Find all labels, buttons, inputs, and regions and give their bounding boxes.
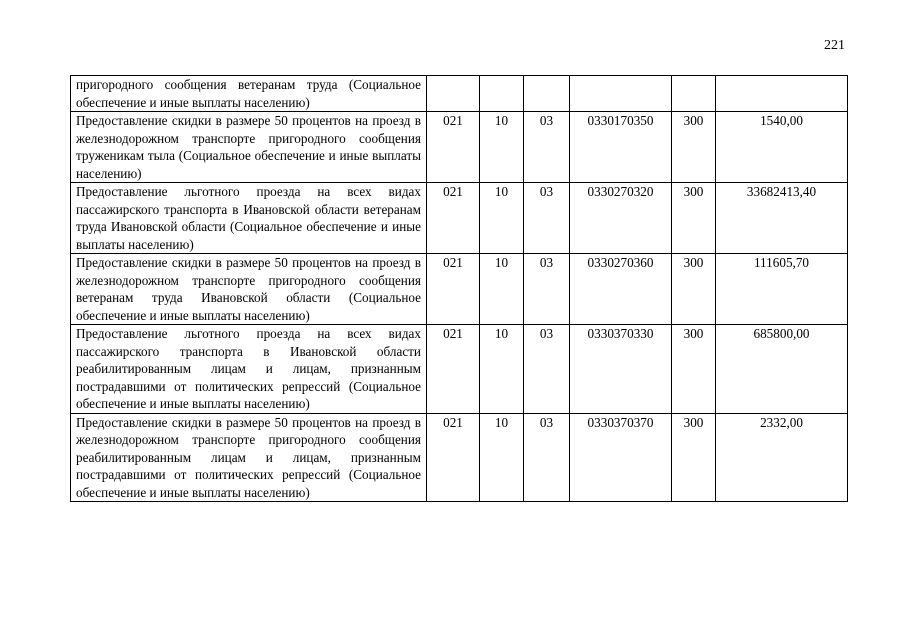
expense-type-code: 300 [672,183,716,254]
admin-code: 021 [427,254,480,325]
admin-code: 021 [427,112,480,183]
admin-code: 021 [427,413,480,502]
table-row [71,254,848,325]
subsection-code: 03 [524,325,570,414]
target-article-code [570,76,672,112]
amount: 33682413,40 [716,183,848,254]
section-code: 10 [480,112,524,183]
table-row [71,76,848,112]
target-article-code: 0330270360 [570,254,672,325]
target-article-code: 0330270320 [570,183,672,254]
subsection-code: 03 [524,112,570,183]
section-code: 10 [480,325,524,414]
subsection-code: 03 [524,183,570,254]
expense-type-code: 300 [672,254,716,325]
page-number: 221 [824,38,845,53]
table-row [71,112,848,183]
expense-type-code: 300 [672,112,716,183]
amount: 111605,70 [716,254,848,325]
target-article-code: 0330370330 [570,325,672,414]
admin-code [427,76,480,112]
expense-type-code [672,76,716,112]
row-description: Предоставление скидки в размере 50 процентов на проезд в железнодорожном транспорте пригородного сообщения ветеранам труда Ивановской области (Социальное обеспечение и иные выплаты населению) [71,254,427,325]
amount: 2332,00 [716,413,848,502]
target-article-code: 0330170350 [570,112,672,183]
section-code: 10 [480,254,524,325]
subsection-code: 03 [524,413,570,502]
subsection-code: 03 [524,254,570,325]
table-row [71,413,848,502]
amount [716,76,848,112]
section-code: 10 [480,413,524,502]
expense-type-code: 300 [672,325,716,414]
row-description: Предоставление скидки в размере 50 процентов на проезд в железнодорожном транспорте пригородного сообщения реабилитированным лицам и лицам, признанным пострадавшими от политических репрессий (Социальное обеспечение и иные выплаты населению) [71,413,427,502]
budget-table [70,75,848,502]
expense-type-code: 300 [672,413,716,502]
amount: 1540,00 [716,112,848,183]
table-row [71,183,848,254]
row-description: пригородного сообщения ветеранам труда (Социальное обеспечение и иные выплаты населению) [71,76,427,112]
row-description: Предоставление льготного проезда на всех видах пассажирского транспорта в Ивановской области ветеранам труда Ивановской области (Социальное обеспечение и иные выплаты населению) [71,183,427,254]
row-description: Предоставление льготного проезда на всех видах пассажирского транспорта в Ивановской области реабилитированным лицам и лицам, признанным пострадавшими от политических репрессий (Социальное обеспечение и иные выплаты населению) [71,325,427,414]
section-code: 10 [480,183,524,254]
row-description: Предоставление скидки в размере 50 процентов на проезд в железнодорожном транспорте пригородного сообщения труженикам тыла (Социальное обеспечение и иные выплаты населению) [71,112,427,183]
amount: 685800,00 [716,325,848,414]
admin-code: 021 [427,325,480,414]
section-code [480,76,524,112]
admin-code: 021 [427,183,480,254]
target-article-code: 0330370370 [570,413,672,502]
table-row [71,325,848,414]
subsection-code [524,76,570,112]
